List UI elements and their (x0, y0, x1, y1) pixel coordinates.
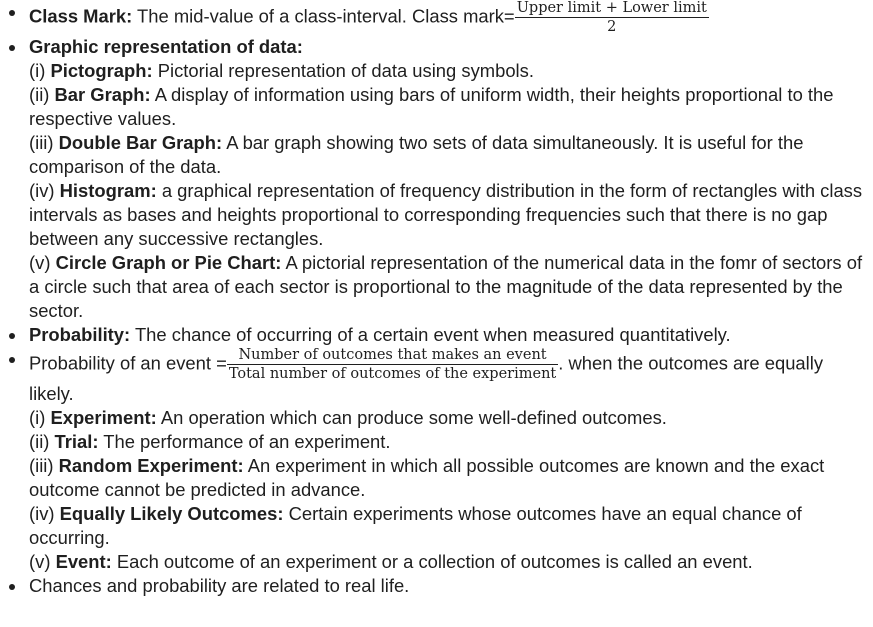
subitem-term: Equally Likely Outcomes: (59, 503, 284, 524)
subitem-prefix: (i) (29, 60, 51, 81)
class-mark-fraction (515, 0, 709, 35)
subitem-prefix: (v) (29, 551, 56, 572)
bullet-icon (9, 45, 15, 51)
term-probability: Probability: (29, 324, 131, 345)
list-item-probability (0, 323, 873, 347)
bullet-icon (9, 10, 15, 16)
subitem-text: An experiment in which all possible outcomes are known and the exact outcome cannot be predicted in advance. (29, 455, 825, 500)
subitem-bar-graph (29, 83, 867, 131)
bullet-icon (9, 357, 15, 363)
subitem-prefix: (iv) (29, 503, 60, 524)
subitem-term: Circle Graph or Pie Chart: (55, 252, 282, 273)
subitem-text: A pictorial representation of the numerical data in the fomr of sectors of a circle such that area of each sector is proportional to the magnitude of the data represented by the sector. (29, 252, 863, 321)
probability-fraction (227, 347, 558, 382)
subitem-trial (29, 430, 867, 454)
subitem-text: Each outcome of an experiment or a collection of outcomes is called an event. (111, 551, 753, 572)
subitem-term: Double Bar Graph: (58, 132, 223, 153)
chances-text: Chances and probability are related to real life. (29, 575, 410, 596)
subitem-event (29, 550, 867, 574)
subitem-text: Pictorial representation of data using symbols. (152, 60, 534, 81)
term-graphic-representation: Graphic representation of data: (29, 36, 303, 57)
probability-formula-tail: . when the outcomes are equally likely. (29, 352, 824, 404)
subitem-term: Experiment: (50, 407, 157, 428)
list-item-class-mark (0, 0, 873, 35)
subitem-term: Trial: (54, 431, 99, 452)
subitem-histogram (29, 179, 867, 251)
subitem-prefix: (ii) (29, 84, 55, 105)
subitem-random-experiment (29, 454, 867, 502)
list-item-graphic-representation (0, 35, 873, 323)
subitem-term: Event: (55, 551, 112, 572)
subitem-prefix: (ii) (29, 431, 55, 452)
probability-text: The chance of occurring of a certain event when measured quantitatively. (130, 324, 731, 345)
subitem-text: A display of information using bars of uniform width, their heights proportional to the respective values. (29, 84, 834, 129)
probability-formula-lead: Probability of an event = (29, 352, 227, 374)
list-item-chances (0, 574, 873, 598)
subitem-prefix: (iii) (29, 132, 59, 153)
subitem-text: The performance of an experiment. (98, 431, 391, 452)
subitem-prefix: (i) (29, 407, 51, 428)
subitem-prefix: (v) (29, 252, 56, 273)
list-item-probability-formula (0, 347, 873, 574)
fraction-numerator: Upper limit + Lower limit (516, 0, 707, 16)
subitem-term: Random Experiment: (58, 455, 244, 476)
subitem-text: An operation which can produce some well-defined outcomes. (156, 407, 667, 428)
subitem-term: Pictograph: (50, 60, 153, 81)
subitem-pie-chart (29, 251, 867, 323)
subitem-prefix: (iii) (29, 455, 59, 476)
subitem-equally-likely (29, 502, 867, 550)
bullet-icon (9, 333, 15, 339)
subitem-term: Histogram: (59, 180, 157, 201)
fraction-denominator: 2 (607, 19, 617, 35)
bullet-icon (9, 584, 15, 590)
subitem-text: A bar graph showing two sets of data simultaneously. It is useful for the comparison of the data. (29, 132, 804, 177)
subitem-prefix: (iv) (29, 180, 60, 201)
term-class-mark: Class Mark: (29, 5, 133, 27)
class-mark-text: The mid-value of a class-interval. Class mark= (132, 5, 515, 27)
subitem-pictograph (29, 59, 867, 83)
subitem-experiment (29, 406, 867, 430)
fraction-numerator: Number of outcomes that makes an event (227, 347, 558, 365)
subitem-double-bar-graph (29, 131, 867, 179)
subitem-text: Certain experiments whose outcomes have an equal chance of occurring. (29, 503, 802, 548)
subitem-text: a graphical representation of frequency distribution in the form of rectangles with class intervals as bases and heights proportional to corresponding frequencies such that there is no gap between any successive rectangles. (29, 180, 863, 249)
fraction-denominator: Total number of outcomes of the experiment (228, 366, 557, 382)
subitem-term: Bar Graph: (54, 84, 151, 105)
